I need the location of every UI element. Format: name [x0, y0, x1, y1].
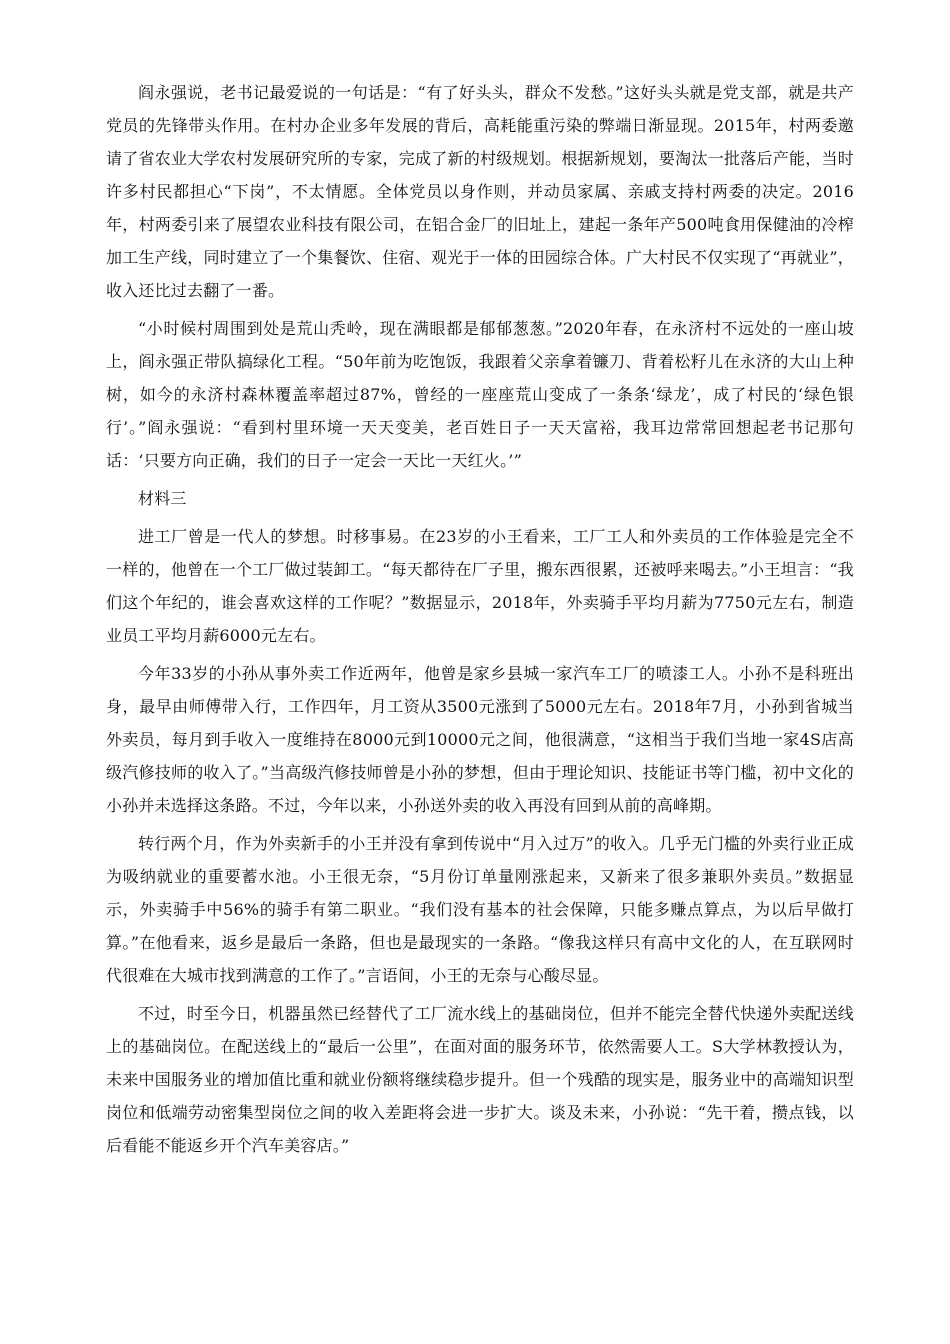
section-heading-material-three: 材料三 — [138, 489, 187, 508]
paragraph-xiao-wang-factory: 进工厂曾是一代人的梦想。时移事易。在23岁的小王看来，工厂工人和外卖员的工作体验是完全不一样的，他曾在一个工厂做过装卸工。“每天都待在厂子里，搬东西很累，还被呼来喝去。”小王坦言：“我们这个年纪的，谁会喜欢这样的工作呢？”数据显示，2018年，外卖骑手平均月薪为7750元左右，制造业员工平均月薪6000元左右。 — [106, 527, 854, 645]
paragraph-delivery-newcomer: 转行两个月，作为外卖新手的小王并没有拿到传说中“月入过万”的收入。几乎无门槛的外卖行业正成为吸纳就业的重要蓄水池。小王很无奈，“5月份订单量刚涨起来，又新来了很多兼职外卖员。”数据显示，外卖骑手中56%的骑手有第二职业。“我们没有基本的社会保障，只能多赚点算点，为以后早做打算。”在他看来，返乡是最后一条路，但也是最现实的一条路。“像我这样只有高中文化的人，在互联网时代很难在大城市找到满意的工作了。”言语间，小王的无奈与心酸尽显。 — [106, 834, 854, 985]
paragraph-future-outlook: 不过，时至今日，机器虽然已经替代了工厂流水线上的基础岗位，但并不能完全替代快递外卖配送线上的基础岗位。在配送线上的“最后一公里”，在面对面的服务环节，依然需要人工。S大学林教授认为，未来中国服务业的增加值比重和就业份额将继续稳步提升。但一个残酷的现实是，服务业中的高端知识型岗位和低端劳动密集型岗位之间的收入差距将会进一步扩大。谈及未来，小孙说：“先干着，攒点钱，以后看能不能返乡开个汽车美容店。” — [106, 1004, 854, 1155]
paragraph-afforestation: “小时候村周围到处是荒山秃岭，现在满眼都是郁郁葱葱。”2020年春，在永济村不远处的一座山坡上，阎永强正带队搞绿化工程。“50年前为吃饱饭，我跟着父亲拿着镰刀、背着松籽儿在永济的大山上种树，如今的永济村森林覆盖率超过87%，曾经的一座座荒山变成了一条条‘绿龙’，成了村民的‘绿色银行’。”阎永强说：“看到村里环境一天天变美，老百姓日子一天天富裕，我耳边常常回想起老书记那句话：‘只要方向正确，我们的日子一定会一天比一天红火。’” — [106, 319, 854, 470]
paragraph-village-secretary: 阎永强说，老书记最爱说的一句话是：“有了好头头，群众不发愁。”这好头头就是党支部，就是共产党员的先锋带头作用。在村办企业多年发展的背后，高耗能重污染的弊端日渐显现。2015年，村两委邀请了省农业大学农村发展研究所的专家，完成了新的村级规划。根据新规划，要淘汰一批落后产能，当时许多村民都担心“下岗”，不太情愿。全体党员以身作则，并动员家属、亲戚支持村两委的决定。2016年，村两委引来了展望农业科技有限公司，在铝合金厂的旧址上，建起一条年产500吨食用保健油的冷榨加工生产线，同时建立了一个集餐饮、住宿、观光于一体的田园综合体。广大村民不仅实现了“再就业”，收入还比过去翻了一番。 — [106, 83, 854, 300]
paragraph-xiao-sun-delivery: 今年33岁的小孙从事外卖工作近两年，他曾是家乡县城一家汽车工厂的喷漆工人。小孙不是科班出身，最早由师傅带入行，工作四年，月工资从3500元涨到了5000元左右。2018年7月，小孙到省城当外卖员，每月到手收入一度维持在8000元到10000元之间，他很满意，“这相当于我们当地一家4S店高级汽修技师的收入了。”当高级汽修技师曾是小孙的梦想，但由于理论知识、技能证书等门槛，初中文化的小孙并未选择这条路。不过，今年以来，小孙送外卖的收入再没有回到从前的高峰期。 — [106, 664, 854, 815]
